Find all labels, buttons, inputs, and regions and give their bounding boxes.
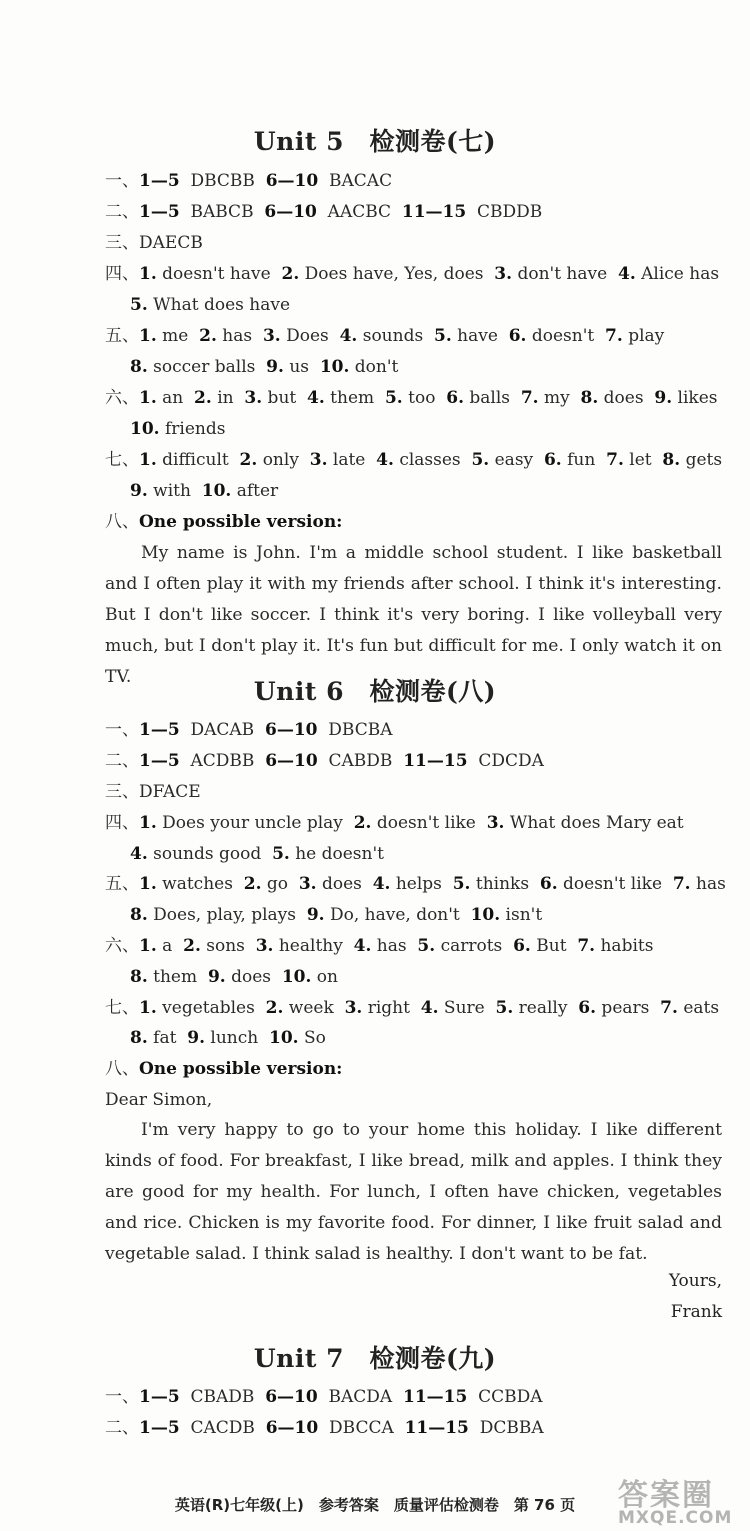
answer-number: 11—15 bbox=[403, 751, 468, 771]
answer-text: have bbox=[451, 326, 509, 346]
answer-number: 6—10 bbox=[265, 1387, 318, 1407]
answer-number: 1. bbox=[139, 450, 157, 470]
answer-text: AACBC bbox=[316, 202, 402, 222]
answer-text: Does your uncle play bbox=[156, 813, 354, 833]
answer-text: doesn't bbox=[526, 326, 606, 346]
answer-text: 五、 bbox=[105, 874, 139, 894]
answer-text: on bbox=[311, 967, 338, 987]
answer-number: 9. bbox=[654, 388, 673, 408]
answer-text: 八、 bbox=[105, 512, 139, 532]
answer-number: 7. bbox=[606, 450, 624, 470]
answer-text: DCBBA bbox=[468, 1418, 544, 1438]
answer-number: 9. bbox=[207, 967, 226, 987]
answer-number: 7. bbox=[577, 936, 596, 956]
answer-number: 5. bbox=[471, 450, 490, 470]
answer-line bbox=[105, 1417, 735, 1439]
answer-number: 1. bbox=[139, 388, 157, 408]
answer-text: does bbox=[225, 967, 282, 987]
answer-text: 一、 bbox=[105, 171, 139, 191]
answer-number: 1—5 bbox=[139, 202, 180, 222]
answer-text: let bbox=[623, 450, 663, 470]
answer-text: easy bbox=[489, 450, 544, 470]
answer-number: 3. bbox=[344, 998, 363, 1018]
answer-text: has bbox=[690, 874, 726, 894]
unit5-essay: My name is John. I'm a middle school student. I like basketball and I often play it with my friends after school. I think it's interesting. But I don't like soccer. I think it's very boring. I like volleyball very much, but I don't play it. It's fun but difficult for me. I only watch it on TV. bbox=[105, 543, 722, 687]
answer-text: right bbox=[362, 998, 421, 1018]
answer-text: really bbox=[513, 998, 579, 1018]
answer-number: One possible version: bbox=[139, 512, 343, 532]
answer-text: doesn't like bbox=[557, 874, 673, 894]
answer-number: 1—5 bbox=[139, 171, 180, 191]
answer-line bbox=[105, 232, 735, 254]
answer-number: 1—5 bbox=[139, 1387, 180, 1407]
answer-number: 11—15 bbox=[401, 202, 467, 222]
answer-number: 3. bbox=[255, 936, 274, 956]
answer-number: 7. bbox=[660, 998, 678, 1018]
answer-text: week bbox=[283, 998, 345, 1018]
answer-text: he doesn't bbox=[289, 844, 384, 864]
answer-text: DBCBA bbox=[317, 720, 393, 740]
answer-text: balls bbox=[463, 388, 521, 408]
answer-line bbox=[105, 812, 735, 834]
answer-number: 2. bbox=[183, 936, 201, 956]
answer-number: 2. bbox=[199, 326, 217, 346]
answer-text: carrots bbox=[435, 936, 514, 956]
answer-number: 7. bbox=[520, 388, 539, 408]
answer-text: a bbox=[156, 936, 184, 956]
answer-text: What does have bbox=[147, 295, 291, 315]
answer-line bbox=[130, 418, 750, 440]
answer-text: thinks bbox=[470, 874, 540, 894]
answer-text: only bbox=[257, 450, 310, 470]
answer-text: Sure bbox=[438, 998, 496, 1018]
answer-number: 4. bbox=[130, 844, 148, 864]
answer-number: 5. bbox=[417, 936, 436, 956]
answer-text: sounds good bbox=[147, 844, 273, 864]
letter-signature: Frank bbox=[670, 1302, 722, 1322]
unit7-title: Unit 7 检测卷(九) bbox=[253, 1344, 497, 1373]
unit6-title: Unit 6 检测卷(八) bbox=[253, 677, 497, 706]
answer-text: fat bbox=[147, 1028, 188, 1048]
answer-line bbox=[105, 170, 735, 192]
answer-text: ACDBB bbox=[179, 751, 266, 771]
answer-line bbox=[105, 201, 735, 223]
answer-line bbox=[105, 325, 735, 347]
answer-text: don't have bbox=[512, 264, 618, 284]
answer-text: BACAC bbox=[318, 171, 393, 191]
answer-text: So bbox=[298, 1028, 326, 1048]
answer-text: too bbox=[402, 388, 447, 408]
answer-text: go bbox=[261, 874, 299, 894]
answer-text: CBADB bbox=[179, 1387, 266, 1407]
answer-text: does bbox=[316, 874, 373, 894]
answer-text: fun bbox=[561, 450, 607, 470]
answer-number: 2. bbox=[265, 998, 284, 1018]
answer-text: 七、 bbox=[105, 998, 139, 1018]
answer-number: 5. bbox=[130, 295, 148, 315]
answer-line bbox=[105, 1089, 735, 1111]
answer-line bbox=[105, 997, 735, 1019]
answer-number: 6. bbox=[539, 874, 558, 894]
answer-number: 7. bbox=[605, 326, 623, 346]
answer-text: CACDB bbox=[179, 1418, 266, 1438]
answer-number: 2. bbox=[243, 874, 262, 894]
answer-number: 3. bbox=[486, 813, 505, 833]
answer-number: 2. bbox=[194, 388, 212, 408]
answer-number: 5. bbox=[434, 326, 452, 346]
answer-text: Does, play, plays bbox=[147, 905, 307, 925]
answer-number: 5. bbox=[272, 844, 290, 864]
answer-text: CABDB bbox=[317, 751, 404, 771]
answer-number: 11—15 bbox=[403, 1387, 468, 1407]
answer-text: 二、 bbox=[105, 202, 139, 222]
answer-number: 10. bbox=[281, 967, 312, 987]
answer-number: 5. bbox=[384, 388, 403, 408]
answer-text: DACAB bbox=[179, 720, 265, 740]
answer-number: 2. bbox=[239, 450, 258, 470]
watermark-logo-text: 答案圈 bbox=[618, 1478, 714, 1513]
answer-text: sons bbox=[200, 936, 256, 956]
answer-line bbox=[105, 1058, 735, 1080]
answer-line bbox=[105, 750, 735, 772]
answer-number: 1—5 bbox=[139, 720, 180, 740]
answer-number: 5. bbox=[452, 874, 471, 894]
answer-text: difficult bbox=[156, 450, 240, 470]
answer-number: 10. bbox=[130, 419, 160, 439]
answer-text: friends bbox=[159, 419, 226, 439]
answer-text: 二、 bbox=[105, 751, 139, 771]
answer-number: 4. bbox=[420, 998, 439, 1018]
answer-text: 八、 bbox=[105, 1059, 139, 1079]
answer-number: 6—10 bbox=[264, 202, 317, 222]
answer-text: But bbox=[530, 936, 578, 956]
answer-text: Does have, Yes, does bbox=[299, 264, 495, 284]
answer-text: helps bbox=[390, 874, 453, 894]
answer-number: 1—5 bbox=[139, 751, 180, 771]
answer-text: What does Mary eat bbox=[504, 813, 684, 833]
answer-text: us bbox=[283, 357, 320, 377]
answer-text: an bbox=[156, 388, 195, 408]
answer-text: but bbox=[262, 388, 308, 408]
answer-text: watches bbox=[156, 874, 244, 894]
answer-number: 6. bbox=[446, 388, 464, 408]
answer-number: 8. bbox=[130, 1028, 148, 1048]
answer-text: isn't bbox=[500, 905, 543, 925]
answer-text: 一、 bbox=[105, 720, 139, 740]
answer-number: 10. bbox=[269, 1028, 299, 1048]
answer-number: 4. bbox=[372, 874, 391, 894]
answer-text: 四、 bbox=[105, 813, 139, 833]
answer-number: 4. bbox=[339, 326, 358, 346]
answer-line bbox=[105, 387, 735, 409]
answer-text: classes bbox=[393, 450, 472, 470]
answer-number: 10. bbox=[470, 905, 501, 925]
answer-text: don't bbox=[349, 357, 399, 377]
answer-number: 3. bbox=[494, 264, 513, 284]
answer-number: 9. bbox=[130, 481, 148, 501]
answer-text: doesn't like bbox=[371, 813, 487, 833]
answer-text: doesn't have bbox=[156, 264, 282, 284]
answer-line bbox=[130, 1027, 750, 1049]
answer-number: 4. bbox=[353, 936, 372, 956]
answer-number: 11—15 bbox=[404, 1418, 469, 1438]
answer-text: soccer balls bbox=[147, 357, 267, 377]
answer-number: 5. bbox=[495, 998, 514, 1018]
answer-number: 2. bbox=[353, 813, 372, 833]
answer-text: late bbox=[327, 450, 377, 470]
answer-number: 9. bbox=[306, 905, 325, 925]
answer-text: has bbox=[216, 326, 263, 346]
answer-number: 1—5 bbox=[139, 1418, 180, 1438]
answer-number: 3. bbox=[309, 450, 328, 470]
answer-line bbox=[105, 263, 735, 285]
answer-line bbox=[105, 449, 735, 471]
answer-number: 7. bbox=[672, 874, 691, 894]
answer-text: CDCDA bbox=[467, 751, 544, 771]
answer-line bbox=[105, 511, 735, 533]
answer-number: 10. bbox=[319, 357, 350, 377]
answer-text: with bbox=[147, 481, 202, 501]
answer-text: healthy bbox=[273, 936, 354, 956]
answer-number: 1. bbox=[139, 874, 157, 894]
answer-text: likes bbox=[672, 388, 718, 408]
watermark-url: MXQE.COM bbox=[618, 1508, 733, 1528]
answer-number: 6—10 bbox=[265, 171, 319, 191]
answer-text: 二、 bbox=[105, 1418, 139, 1438]
answer-number: 6. bbox=[513, 936, 531, 956]
answer-number: 6—10 bbox=[264, 720, 318, 740]
answer-text: them bbox=[324, 388, 385, 408]
answer-line bbox=[130, 356, 750, 378]
answer-number: 8. bbox=[130, 967, 148, 987]
answer-text: 五、 bbox=[105, 326, 139, 346]
answer-number: 4. bbox=[307, 388, 325, 408]
answer-number: 3. bbox=[244, 388, 263, 408]
answer-text: 四、 bbox=[105, 264, 139, 284]
answer-number: 4. bbox=[376, 450, 394, 470]
answer-text: DBCBB bbox=[179, 171, 266, 191]
answer-number: 6. bbox=[543, 450, 562, 470]
site-watermark bbox=[600, 1470, 750, 1531]
answer-number: 2. bbox=[281, 264, 300, 284]
answer-text: eats bbox=[677, 998, 720, 1018]
answer-line bbox=[130, 294, 750, 316]
answer-number: 6—10 bbox=[265, 751, 318, 771]
answer-text: CBDDB bbox=[466, 202, 543, 222]
answer-text: lunch bbox=[204, 1028, 269, 1048]
answer-number: 1. bbox=[139, 998, 157, 1018]
answer-line bbox=[130, 904, 750, 926]
answer-number: 6. bbox=[578, 998, 597, 1018]
answer-line bbox=[105, 1386, 735, 1408]
answer-text: them bbox=[147, 967, 208, 987]
answer-text: me bbox=[156, 326, 200, 346]
page-footer: 英语(R)七年级(上) 参考答案 质量评估检测卷 第 76 页 bbox=[174, 1496, 576, 1514]
answer-number: 6. bbox=[508, 326, 527, 346]
answer-text: Do, have, don't bbox=[324, 905, 471, 925]
answer-number: 1. bbox=[139, 326, 157, 346]
answer-number: One possible version: bbox=[139, 1059, 343, 1079]
answer-text: pears bbox=[596, 998, 661, 1018]
answer-text: play bbox=[622, 326, 665, 346]
answer-text: 一、 bbox=[105, 1387, 139, 1407]
answer-text: Alice has bbox=[635, 264, 720, 284]
answer-number: 9. bbox=[266, 357, 284, 377]
answer-text: gets bbox=[680, 450, 723, 470]
answer-text: Does bbox=[280, 326, 340, 346]
answer-number: 1. bbox=[139, 813, 157, 833]
answer-number: 3. bbox=[298, 874, 317, 894]
answer-text: my bbox=[538, 388, 581, 408]
answer-text: habits bbox=[595, 936, 654, 956]
answer-text: sounds bbox=[357, 326, 434, 346]
answer-text: 三、DFACE bbox=[105, 782, 201, 802]
answer-number: 8. bbox=[580, 388, 599, 408]
answer-line bbox=[105, 719, 735, 741]
answer-text: Dear Simon, bbox=[105, 1090, 213, 1110]
answer-number: 1. bbox=[139, 264, 157, 284]
answer-text: 七、 bbox=[105, 450, 139, 470]
answer-text: does bbox=[598, 388, 655, 408]
answer-text: CCBDA bbox=[467, 1387, 543, 1407]
answer-line bbox=[105, 873, 735, 895]
answer-number: 8. bbox=[130, 357, 148, 377]
answer-number: 4. bbox=[617, 264, 636, 284]
answer-text: BACDA bbox=[317, 1387, 403, 1407]
answer-line bbox=[105, 781, 735, 803]
answer-number: 10. bbox=[201, 481, 232, 501]
answer-text: DBCCA bbox=[318, 1418, 405, 1438]
answer-number: 9. bbox=[187, 1028, 205, 1048]
answer-number: 1. bbox=[139, 936, 157, 956]
answer-text: 六、 bbox=[105, 388, 139, 408]
answer-text: in bbox=[211, 388, 245, 408]
answer-text: 三、DAECB bbox=[105, 233, 203, 253]
answer-line bbox=[105, 935, 735, 957]
answer-line bbox=[130, 480, 750, 502]
answer-line bbox=[130, 966, 750, 988]
answer-text: after bbox=[231, 481, 279, 501]
answer-number: 8. bbox=[130, 905, 148, 925]
answer-number: 3. bbox=[262, 326, 281, 346]
answer-text: 六、 bbox=[105, 936, 139, 956]
answer-text: BABCB bbox=[179, 202, 265, 222]
answer-line bbox=[130, 843, 750, 865]
answer-number: 6—10 bbox=[265, 1418, 319, 1438]
unit6-essay: I'm very happy to go to your home this holiday. I like different kinds of food. For breakfast, I like bread, milk and apples. I think they are good for my health. For lunch, I often have chicken, vegetables and rice. Chicken is my favorite food. For dinner, I like fruit salad and vegetable salad. I think salad is healthy. I don't want to be fat. bbox=[105, 1120, 722, 1264]
answer-text: vegetables bbox=[156, 998, 266, 1018]
unit5-title: Unit 5 检测卷(七) bbox=[253, 127, 497, 156]
letter-closing: Yours, bbox=[668, 1271, 722, 1291]
answer-text: has bbox=[371, 936, 418, 956]
answer-number: 8. bbox=[662, 450, 681, 470]
